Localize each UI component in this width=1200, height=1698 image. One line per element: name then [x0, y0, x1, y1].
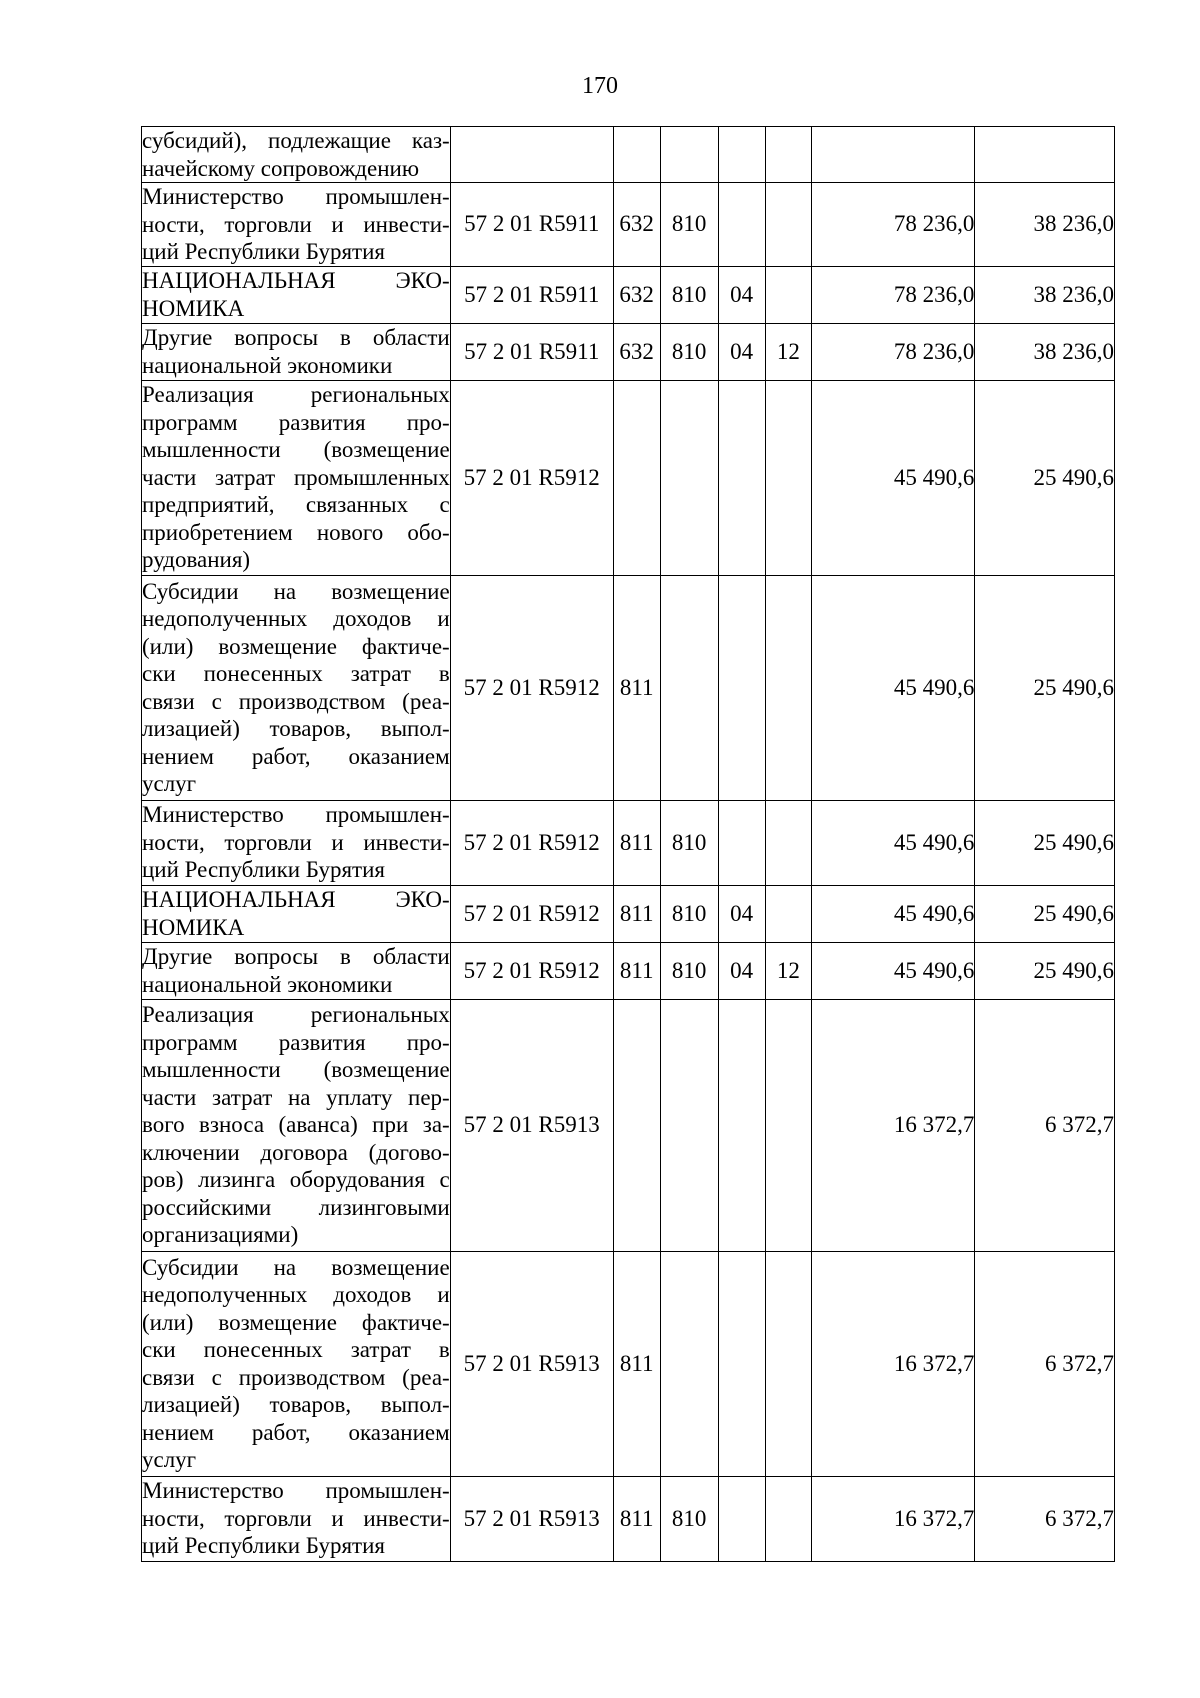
description-line: части затрат промышленных — [142, 464, 450, 490]
table-row — [142, 127, 1115, 183]
amount-year1-cell — [812, 127, 975, 183]
amount-year2-cell: 38 236,0 — [975, 183, 1115, 267]
description-line: нением работ, оказанием — [142, 1419, 450, 1445]
description-line: (или) возмещение фактиче- — [142, 633, 450, 659]
amount-year1-cell: 45 490,6 — [812, 380, 975, 575]
expense-type-cell: 632 — [613, 323, 660, 380]
description-line: программ развития про- — [142, 1029, 450, 1055]
description-line: вого взноса (аванса) при за- — [142, 1112, 450, 1138]
description-line: ключении договора (догово- — [142, 1139, 450, 1165]
administrator-cell: 810 — [660, 800, 718, 885]
amount-year1-cell: 45 490,6 — [812, 885, 975, 942]
amount-year2-cell: 25 490,6 — [975, 885, 1115, 942]
amount-year2-cell — [975, 127, 1115, 183]
description-line: ций Республики Бурятия — [142, 857, 385, 883]
description-line: ров) лизинга оборудования с — [142, 1167, 450, 1193]
description-line: ности, торговли и инвести- — [142, 829, 450, 855]
amount-year2-cell: 38 236,0 — [975, 323, 1115, 380]
amount-year2-cell: 6 372,7 — [975, 1251, 1115, 1476]
description-line: недополученных доходов и — [142, 1282, 450, 1307]
section-cell: 04 — [718, 323, 765, 380]
section-cell — [718, 1251, 765, 1476]
subsection-cell — [765, 1251, 812, 1476]
administrator-cell: 810 — [660, 1476, 718, 1561]
description-cell — [142, 183, 451, 267]
target-article-cell: 57 2 01 R5912 — [450, 942, 613, 999]
administrator-cell: 810 — [660, 183, 718, 267]
target-article-cell: 57 2 01 R5912 — [450, 575, 613, 800]
description-line: программ развития про- — [142, 409, 450, 435]
amount-year1-cell: 45 490,6 — [812, 800, 975, 885]
target-article-cell: 57 2 01 R5911 — [450, 323, 613, 380]
target-article-cell: 57 2 01 R5912 — [450, 885, 613, 942]
description-cell — [142, 1251, 451, 1476]
subsection-cell — [765, 800, 812, 885]
administrator-cell — [660, 575, 718, 800]
description-line: (или) возмещение фактиче- — [142, 1309, 450, 1335]
expense-type-cell: 811 — [613, 800, 660, 885]
amount-year1-cell: 78 236,0 — [812, 266, 975, 323]
description-line: лизацией) товаров, выпол- — [142, 1392, 450, 1417]
description-line: ций Республики Бурятия — [142, 239, 385, 264]
description-line: нением работ, оказанием — [142, 743, 450, 769]
description-cell — [142, 800, 451, 885]
subsection-cell — [765, 380, 812, 575]
description-line: российскими лизинговыми — [142, 1194, 450, 1220]
administrator-cell — [660, 999, 718, 1251]
table-row — [142, 885, 1115, 942]
table-row — [142, 183, 1115, 267]
description-line: ски понесенных затрат в — [142, 661, 450, 686]
target-article-cell: 57 2 01 R5913 — [450, 999, 613, 1251]
expense-type-cell — [613, 999, 660, 1251]
description-line: Субсидии на возмещение — [142, 1254, 450, 1280]
description-line: Реализация региональных — [142, 382, 450, 408]
section-cell: 04 — [718, 885, 765, 942]
table-row — [142, 323, 1115, 380]
description-line: ций Республики Бурятия — [142, 1533, 385, 1559]
section-cell — [718, 127, 765, 183]
amount-year1-cell: 45 490,6 — [812, 942, 975, 999]
table-row — [142, 1251, 1115, 1476]
subsection-cell: 12 — [765, 942, 812, 999]
description-line: лизацией) товаров, выпол- — [142, 716, 450, 741]
expense-type-cell: 632 — [613, 183, 660, 267]
expense-type-cell: 811 — [613, 885, 660, 942]
section-cell: 04 — [718, 266, 765, 323]
expense-type-cell: 811 — [613, 1251, 660, 1476]
description-cell — [142, 266, 451, 323]
section-cell: 04 — [718, 942, 765, 999]
description-line: услуг — [142, 771, 197, 796]
amount-year1-cell: 16 372,7 — [812, 1251, 975, 1476]
amount-year2-cell: 38 236,0 — [975, 266, 1115, 323]
description-line: связи с производством (реа- — [142, 688, 450, 714]
amount-year2-cell: 6 372,7 — [975, 1476, 1115, 1561]
section-cell — [718, 380, 765, 575]
target-article-cell: 57 2 01 R5912 — [450, 800, 613, 885]
administrator-cell: 810 — [660, 266, 718, 323]
subsection-cell — [765, 1476, 812, 1561]
expense-type-cell: 632 — [613, 266, 660, 323]
description-cell — [142, 127, 451, 183]
description-line: НОМИКА — [142, 914, 245, 940]
description-line: ности, торговли и инвести- — [142, 1505, 450, 1531]
table-row — [142, 1476, 1115, 1561]
table-row — [142, 800, 1115, 885]
description-line: национальной экономики — [142, 352, 393, 378]
description-line: НОМИКА — [142, 295, 245, 321]
table-row — [142, 575, 1115, 800]
section-cell — [718, 1476, 765, 1561]
description-line: мышленности (возмещение — [142, 437, 450, 463]
description-line: субсидий), подлежащие каз- — [142, 128, 450, 153]
subsection-cell — [765, 885, 812, 942]
target-article-cell: 57 2 01 R5912 — [450, 380, 613, 575]
subsection-cell — [765, 999, 812, 1251]
amount-year2-cell: 6 372,7 — [975, 999, 1115, 1251]
section-cell — [718, 575, 765, 800]
expense-type-cell: 811 — [613, 575, 660, 800]
table-row — [142, 380, 1115, 575]
amount-year1-cell: 16 372,7 — [812, 1476, 975, 1561]
amount-year1-cell: 78 236,0 — [812, 183, 975, 267]
amount-year1-cell: 16 372,7 — [812, 999, 975, 1251]
administrator-cell: 810 — [660, 323, 718, 380]
description-line: Другие вопросы в области — [142, 944, 450, 969]
amount-year2-cell: 25 490,6 — [975, 800, 1115, 885]
subsection-cell: 12 — [765, 323, 812, 380]
description-cell — [142, 380, 451, 575]
description-cell — [142, 323, 451, 380]
description-line: мышленности (возмещение — [142, 1057, 450, 1083]
page-number: 170 — [582, 73, 618, 99]
table-row — [142, 942, 1115, 999]
description-line: НАЦИОНАЛЬНАЯ ЭКО- — [142, 268, 450, 293]
description-line: недополученных доходов и — [142, 606, 450, 631]
description-line: связи с производством (реа- — [142, 1364, 450, 1390]
description-cell — [142, 1476, 451, 1561]
table-row — [142, 999, 1115, 1251]
description-line: предприятий, связанных с — [142, 492, 450, 518]
description-line: Другие вопросы в области — [142, 325, 450, 350]
description-line: ски понесенных затрат в — [142, 1337, 450, 1362]
description-line: рудования) — [142, 547, 251, 573]
expense-type-cell — [613, 127, 660, 183]
description-line: ности, торговли и инвести- — [142, 211, 450, 237]
description-line: НАЦИОНАЛЬНАЯ ЭКО- — [142, 887, 450, 912]
expense-type-cell: 811 — [613, 942, 660, 999]
administrator-cell — [660, 1251, 718, 1476]
amount-year1-cell: 78 236,0 — [812, 323, 975, 380]
subsection-cell — [765, 127, 812, 183]
description-line: части затрат на уплату пер- — [142, 1084, 450, 1110]
subsection-cell — [765, 266, 812, 323]
description-line: национальной экономики — [142, 971, 393, 997]
amount-year2-cell: 25 490,6 — [975, 380, 1115, 575]
description-line: услуг — [142, 1447, 197, 1472]
administrator-cell — [660, 127, 718, 183]
expense-type-cell — [613, 380, 660, 575]
description-line: приобретением нового обо- — [142, 519, 450, 545]
expense-type-cell: 811 — [613, 1476, 660, 1561]
amount-year2-cell: 25 490,6 — [975, 575, 1115, 800]
description-line: Реализация региональных — [142, 1002, 450, 1028]
description-line: Министерство промышлен- — [142, 184, 450, 209]
administrator-cell: 810 — [660, 942, 718, 999]
target-article-cell: 57 2 01 R5911 — [450, 183, 613, 267]
section-cell — [718, 800, 765, 885]
description-cell — [142, 575, 451, 800]
subsection-cell — [765, 575, 812, 800]
description-line: Министерство промышлен- — [142, 802, 450, 828]
amount-year1-cell: 45 490,6 — [812, 575, 975, 800]
description-cell — [142, 999, 451, 1251]
budget-table-body — [142, 127, 1115, 1562]
description-cell — [142, 942, 451, 999]
section-cell — [718, 999, 765, 1251]
description-line: организациями) — [142, 1222, 299, 1248]
description-cell — [142, 885, 451, 942]
administrator-cell — [660, 380, 718, 575]
description-line: Субсидии на возмещение — [142, 578, 450, 604]
administrator-cell: 810 — [660, 885, 718, 942]
section-cell — [718, 183, 765, 267]
target-article-cell: 57 2 01 R5913 — [450, 1476, 613, 1561]
subsection-cell — [765, 183, 812, 267]
amount-year2-cell: 25 490,6 — [975, 942, 1115, 999]
budget-table — [141, 126, 1115, 1562]
table-row — [142, 266, 1115, 323]
target-article-cell — [450, 127, 613, 183]
target-article-cell: 57 2 01 R5911 — [450, 266, 613, 323]
description-line: начейскому сопровождению — [142, 155, 420, 181]
target-article-cell: 57 2 01 R5913 — [450, 1251, 613, 1476]
description-line: Министерство промышлен- — [142, 1478, 450, 1504]
